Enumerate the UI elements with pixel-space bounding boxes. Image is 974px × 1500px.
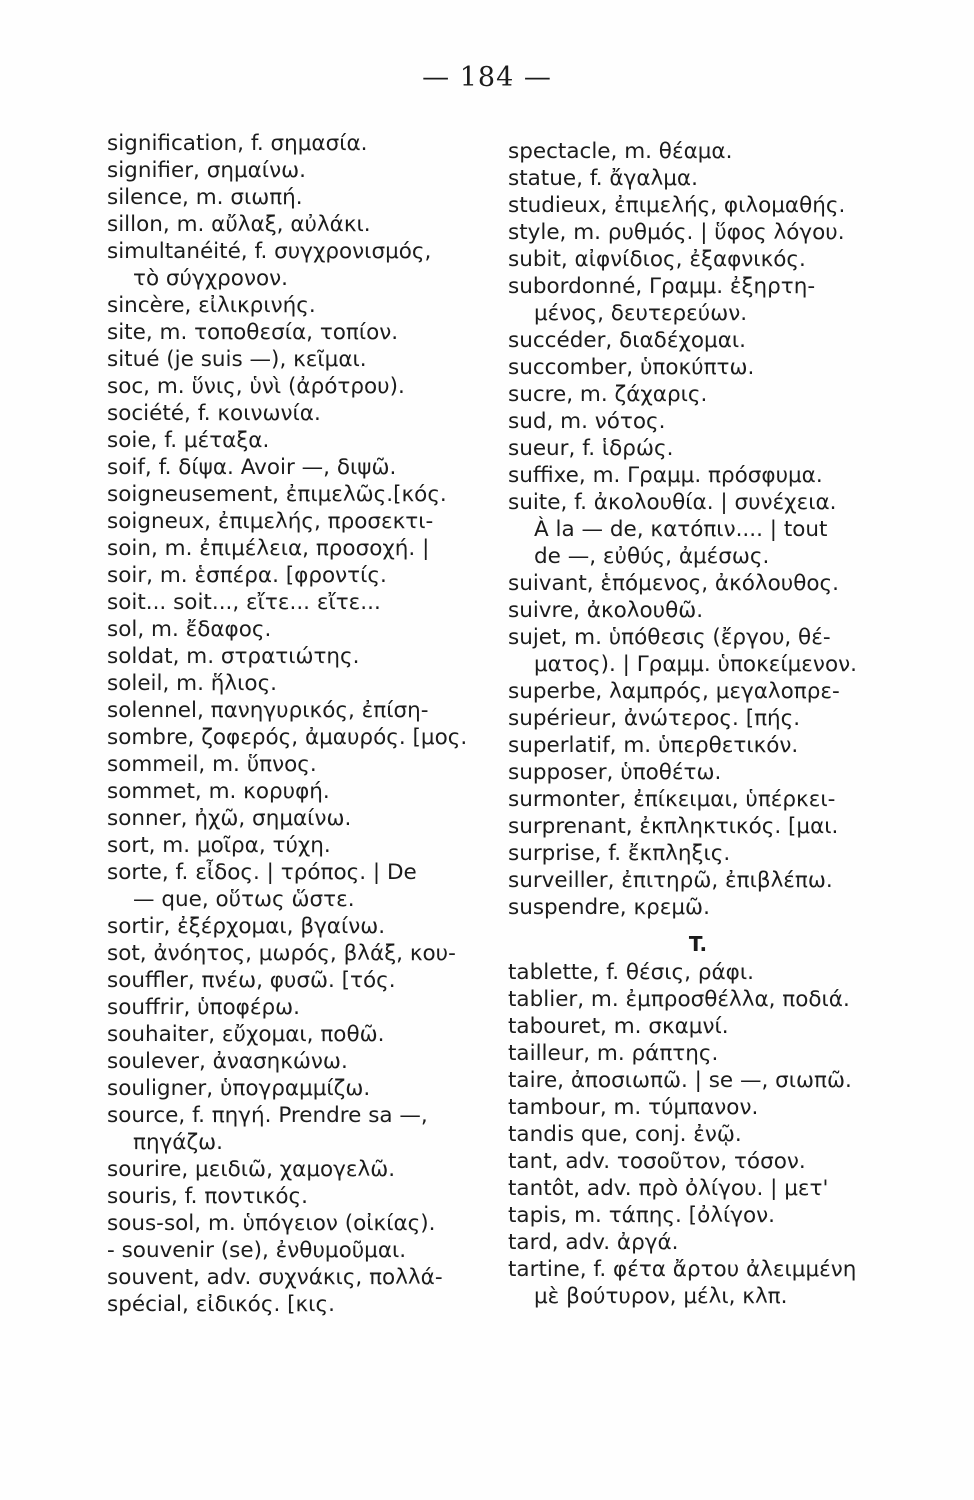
dictionary-entry-line: surmonter, ἐπίκειμαι, ὑπέρκει- <box>508 787 836 812</box>
dictionary-entry-line: sujet, m. ὑπόθεσις (ἔργου, θέ- <box>508 625 831 650</box>
dictionary-entry-line: soldat, m. στρατιώτης. <box>107 644 360 669</box>
dictionary-entry-line: soigneusement, ἐπιμελῶς.[κός. <box>107 482 447 507</box>
dictionary-entry-line: soir, m. ἑσπέρα. [φροντίς. <box>107 563 387 588</box>
dictionary-entry-line: succomber, ὑποκύπτω. <box>508 355 755 380</box>
right-column-s-entries <box>508 138 948 921</box>
dictionary-entry-line: sommeil, m. ὕπνος. <box>107 752 317 777</box>
dictionary-entry-line: suffixe, m. Γραμμ. πρόσφυμα. <box>508 463 823 488</box>
dictionary-entry-line: souris, f. ποντικός. <box>107 1184 308 1209</box>
dictionary-entry-line: tandis que, conj. ἐνῷ. <box>508 1122 742 1147</box>
left-column <box>107 130 527 1318</box>
dictionary-entry-line: tant, adv. τοσοῦτον, τόσον. <box>508 1149 806 1174</box>
dictionary-entry-line: τὸ σύγχρονον. <box>133 266 288 291</box>
dictionary-entry-line: simultanéité, f. συγχρονισμός, <box>107 239 432 264</box>
dictionary-entry-line: tard, adv. ἀργά. <box>508 1230 679 1255</box>
dictionary-entry-line: tapis, m. τάπης. [ὀλίγον. <box>508 1203 775 1228</box>
dictionary-entry-line: tartine, f. φέτα ἄρτου ἀλειμμένη <box>508 1257 857 1282</box>
dictionary-entry-line: superlatif, m. ὑπερθετικόν. <box>508 733 799 758</box>
dictionary-entry-line: sot, ἀνόητος, μωρός, βλάξ, κου- <box>107 941 456 966</box>
dictionary-entry-line: sonner, ἠχῶ, σημαίνω. <box>107 806 352 831</box>
dictionary-entry-line: tabouret, m. σκαμνί. <box>508 1014 729 1039</box>
dictionary-entry-line: — que, οὕτως ὥστε. <box>133 887 355 912</box>
dictionary-entry-line: πηγάζω. <box>133 1130 223 1155</box>
dictionary-entry-line: suivant, ἑπόμενος, ἀκόλουθος. <box>508 571 839 596</box>
dictionary-entry-line: sort, m. μοῖρα, τύχη. <box>107 833 331 858</box>
dictionary-entry-line: sueur, f. ἱδρώς. <box>508 436 674 461</box>
dictionary-entry-line: soulever, ἀνασηκώνω. <box>107 1049 348 1074</box>
dictionary-entry-line: de —, εὐθύς, ἀμέσως. <box>534 544 770 569</box>
dictionary-entry-line: sillon, m. αὔλαξ, αὐλάκι. <box>107 212 371 237</box>
dictionary-entry-line: sommet, m. κορυφή. <box>107 779 330 804</box>
dictionary-entry-line: sombre, ζοφερός, ἀμαυρός. [μος. <box>107 725 468 750</box>
dictionary-entry-line: soleil, m. ἥλιος. <box>107 671 278 696</box>
dictionary-entry-line: sincère, εἰλικρινής. <box>107 293 316 318</box>
dictionary-entry-line: soin, m. ἐπιμέλεια, προσοχή. | <box>107 536 430 561</box>
dictionary-entry-line: souffler, πνέω, φυσῶ. [τός. <box>107 968 396 993</box>
dictionary-entry-line: souhaiter, εὔχομαι, ποθῶ. <box>107 1022 385 1047</box>
dictionary-entry-line: supposer, ὑποθέτω. <box>508 760 722 785</box>
dictionary-entry-line: signification, f. σημασία. <box>107 131 368 156</box>
dictionary-entry-line: surveiller, ἐπιτηρῶ, ἐπιβλέπω. <box>508 868 833 893</box>
dictionary-entry-line: sucre, m. ζάχαρις. <box>508 382 708 407</box>
dictionary-entry-line: soif, f. δίψα. Avoir —, διψῶ. <box>107 455 397 480</box>
dictionary-entry-line: site, m. τοποθεσία, τοπίον. <box>107 320 399 345</box>
dictionary-entry-line: subit, αἰφνίδιος, ἐξαφνικός. <box>508 247 806 272</box>
dictionary-entry-line: sol, m. ἔδαφος. <box>107 617 272 642</box>
dictionary-entry-line: souligner, ὑπογραμμίζω. <box>107 1076 371 1101</box>
dictionary-entry-line: spectacle, m. θέαμα. <box>508 139 733 164</box>
dictionary-entry-line: tambour, m. τύμπανον. <box>508 1095 759 1120</box>
dictionary-entry-line: surprenant, ἐκπληκτικός. [μαι. <box>508 814 839 839</box>
dictionary-entry-line: sud, m. νότος. <box>508 409 666 434</box>
dictionary-entry-line: signifier, σημαίνω. <box>107 158 306 183</box>
dictionary-entry-line: μὲ βούτυρον, μέλι, κλπ. <box>534 1284 788 1309</box>
dictionary-entry-line: source, f. πηγή. Prendre sa —, <box>107 1103 428 1128</box>
dictionary-entry-line: solennel, πανηγυρικός, ἐπίση- <box>107 698 429 723</box>
dictionary-entry-line: tablette, f. θέσις, ράφι. <box>508 960 754 985</box>
dictionary-entry-line: soigneux, ἐπιμελής, προσεκτι- <box>107 509 434 534</box>
dictionary-entry-line: succéder, διαδέχομαι. <box>508 328 746 353</box>
dictionary-entry-line: spécial, εἰδικός. [κις. <box>107 1292 335 1317</box>
dictionary-entry-line: souffrir, ὑποφέρω. <box>107 995 300 1020</box>
dictionary-entry-line: supérieur, ἀνώτερος. [πής. <box>508 706 801 731</box>
section-letter-heading: T. <box>688 932 708 956</box>
dictionary-entry-line: ματος). | Γραμμ. ὑποκείμενον. <box>534 652 857 677</box>
dictionary-entry-line: - souvenir (se), ἐνθυμοῦμαι. <box>107 1238 407 1263</box>
dictionary-entry-line: subordonné, Γραμμ. ἐξηρτη- <box>508 274 816 299</box>
dictionary-entry-line: sortir, ἐξέρχομαι, βγαίνω. <box>107 914 386 939</box>
dictionary-entry-line: superbe, λαμπρός, μεγαλοπρε- <box>508 679 840 704</box>
dictionary-entry-line: souvent, adv. συχνάκις, πολλά- <box>107 1265 443 1290</box>
right-column <box>508 138 948 1310</box>
dictionary-entry-line: sorte, f. εἶδος. | τρόπος. | De <box>107 860 417 885</box>
dictionary-entry-line: μένος, δευτερεύων. <box>534 301 748 326</box>
dictionary-entry-line: suivre, ἀκολουθῶ. <box>508 598 704 623</box>
dictionary-entry-line: suite, f. ἀκολουθία. | συνέχεια. <box>508 490 837 515</box>
dictionary-entry-line: suspendre, κρεμῶ. <box>508 895 710 920</box>
dictionary-entry-line: tailleur, m. ράπτης. <box>508 1041 719 1066</box>
dictionary-entry-line: soie, f. μέταξα. <box>107 428 270 453</box>
dictionary-entry-line: soc, m. ὕνις, ὑνὶ (ἀρότρου). <box>107 374 405 399</box>
dictionary-entry-line: statue, f. ἄγαλμα. <box>508 166 698 191</box>
dictionary-entry-line: tablier, m. ἐμπροσθέλλα, ποδιά. <box>508 987 850 1012</box>
dictionary-entry-line: société, f. κοινωνία. <box>107 401 321 426</box>
dictionary-entry-line: style, m. ρυθμός. | ὕφος λόγου. <box>508 220 845 245</box>
dictionary-entry-line: sous-sol, m. ὑπόγειον (οἰκίας). <box>107 1211 436 1236</box>
dictionary-entry-line: situé (je suis —), κεῖμαι. <box>107 347 367 372</box>
dictionary-entry-line: tantôt, adv. πρὸ ὀλίγου. | μετ' <box>508 1176 829 1201</box>
dictionary-entry-line: soit... soit..., εἴτε... εἴτε... <box>107 590 381 615</box>
dictionary-entry-line: studieux, ἐπιμελής, φιλομαθής. <box>508 193 846 218</box>
dictionary-entry-line: taire, ἀποσιωπῶ. | se —, σιωπῶ. <box>508 1068 852 1093</box>
right-column-t-entries <box>508 959 948 1310</box>
dictionary-entry-line: sourire, μειδιῶ, χαμογελῶ. <box>107 1157 396 1182</box>
dictionary-entry-line: silence, m. σιωπή. <box>107 185 303 210</box>
page-number: — 184 — <box>422 62 552 93</box>
dictionary-entry-line: surprise, f. ἔκπληξις. <box>508 841 731 866</box>
dictionary-entry-line: À la — de, κατόπιν.... | tout <box>534 517 828 542</box>
